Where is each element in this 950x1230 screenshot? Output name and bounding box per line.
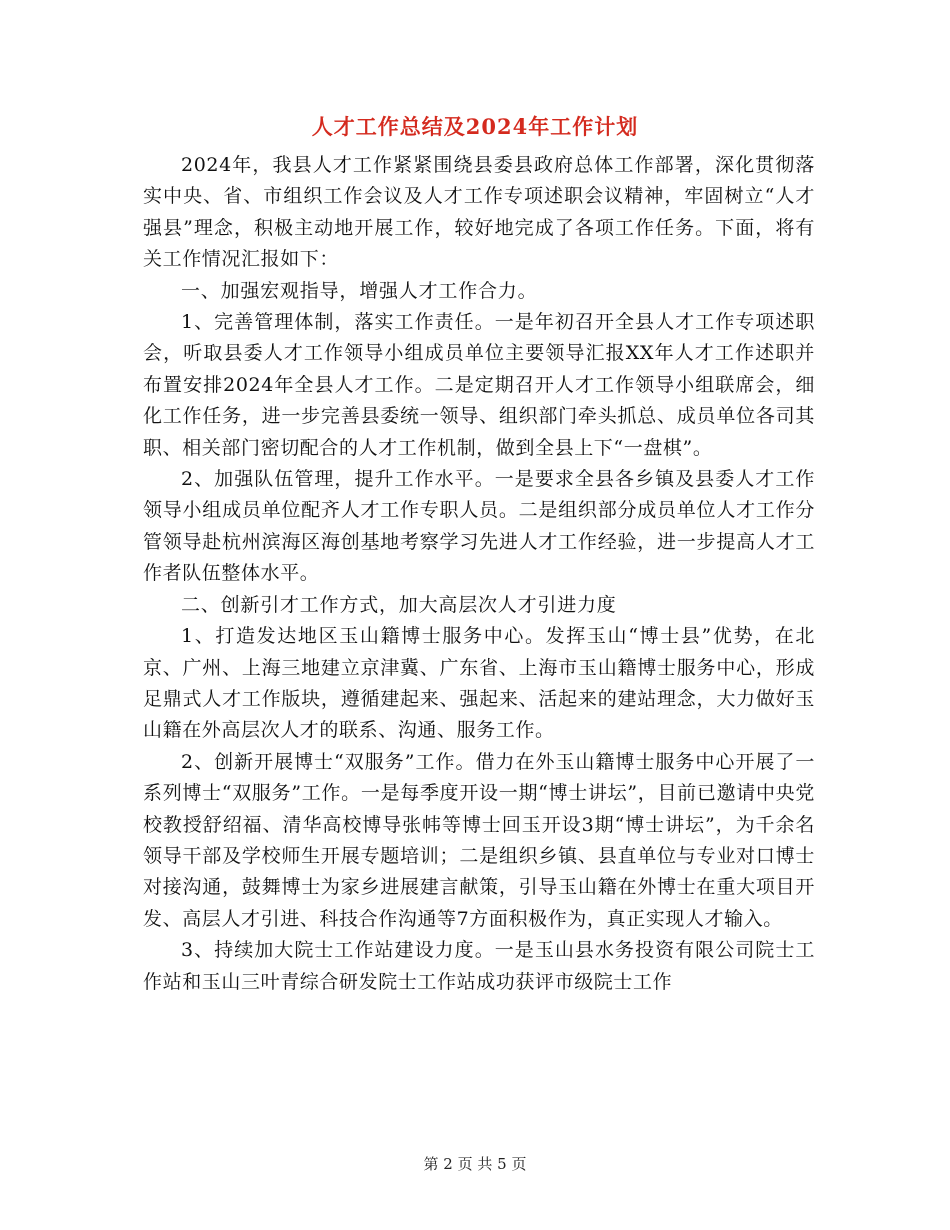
paragraph-2-2: 2、创新开展博士“双服务”工作。借力在外玉山籍博士服务中心开展了一系列博士“双服务”工作。一是每季度开设一期“博士讲坛”，目前已邀请中央党校教授舒绍福、清华高校博导张帏等博士回玉开设3期“博士讲坛”，为千余名领导干部及学校师生开展专题培训；二是组织乡镇、县直单位与专业对口博士对接沟通，鼓舞博士为家乡进展建言献策，引导玉山籍在外博士在重大项目开发、高层人才引进、科技合作沟通等7方面积极作为，真正实现人才输入。	[143, 750, 815, 930]
paragraph-2-1: 1、打造发达地区玉山籍博士服务中心。发挥玉山“博士县”优势，在北京、广州、上海三地建立京津冀、广东省、上海市玉山籍博士服务中心，形成足鼎式人才工作版块，遵循建起来、强起来、活起来的建站理念，大力做好玉山籍在外高层次人才的联系、沟通、服务工作。	[143, 625, 815, 742]
document-body	[143, 150, 815, 998]
paragraph-1-2: 2、加强队伍管理，提升工作水平。一是要求全县各乡镇及县委人才工作领导小组成员单位配齐人才工作专职人员。二是组织部分成员单位人才工作分管领导赴杭州滨海区海创基地考察学习先进人才工作经验，进一步提高人才工作者队伍整体水平。	[143, 468, 815, 585]
paragraph-intro: 2024年，我县人才工作紧紧围绕县委县政府总体工作部署，深化贯彻落实中央、省、市组织工作会议及人才工作专项述职会议精神，牢固树立“人才强县”理念，积极主动地开展工作，较好地完成了各项工作任务。下面，将有关工作情况汇报如下：	[143, 154, 815, 271]
page-number-footer: 第 2 页 共 5 页	[423, 1155, 527, 1173]
section-heading-1: 一、加强宏观指导，增强人才工作合力。	[181, 279, 538, 302]
document-title: 人才工作总结及2024年工作计划	[311, 114, 639, 139]
section-heading-2: 二、创新引才工作方式，加大高层次人才引进力度	[181, 593, 617, 616]
paragraph-1-1: 1、完善管理体制，落实工作责任。一是年初召开全县人才工作专项述职会，听取县委人才工作领导小组成员单位主要领导汇报XX年人才工作述职并布置安排2024年全县人才工作。二是定期召开人才工作领导小组联席会，细化工作任务，进一步完善县委统一领导、组织部门牵头抓总、成员单位各司其职、相关部门密切配合的人才工作机制，做到全县上下“一盘棋”。	[143, 311, 815, 459]
paragraph-2-3: 3、持续加大院士工作站建设力度。一是玉山县水务投资有限公司院士工作站和玉山三叶青综合研发院士工作站成功获评市级院士工作	[143, 939, 815, 993]
